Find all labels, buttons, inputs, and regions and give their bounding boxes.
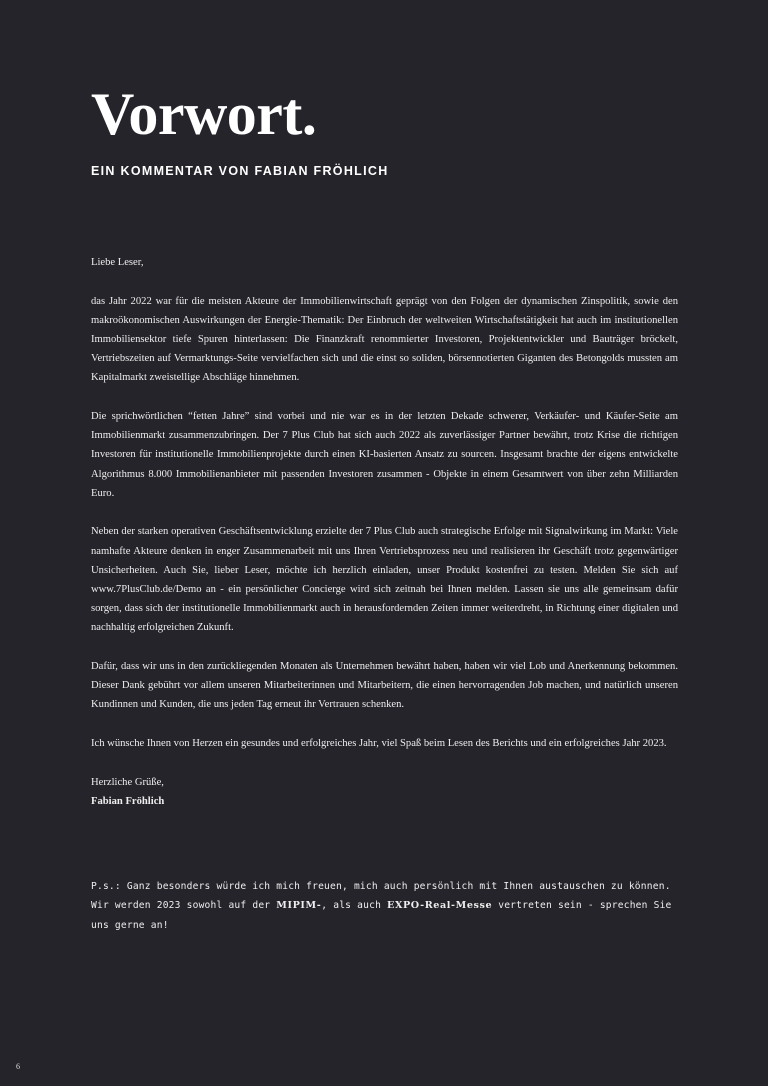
page-title: Vorwort. [91, 81, 317, 147]
letter-greeting: Liebe Leser, [91, 257, 144, 268]
postscript-event-expo-real: EXPO-Real-Messe [387, 900, 493, 912]
postscript-text: P.s.: Ganz besonders würde ich mich freuen, mich auch persönlich mit Ihnen austauschen zu können. Wir werden 2023 sowohl auf der [91, 881, 671, 912]
postscript-text: vertreten sein - sprechen Sie uns gerne an! [91, 900, 672, 931]
postscript [91, 877, 678, 935]
postscript-text: , als auch [321, 900, 388, 912]
page-number: 6 [16, 1062, 20, 1071]
letter-signature: Fabian Fröhlich [91, 795, 165, 807]
postscript-event-mipim: MIPIM- [276, 900, 322, 912]
letter-paragraph: Die sprichwörtlichen “fetten Jahre” sind vorbei und nie war es in der letzten Dekade schwerer, Verkäufer- und Käufer-Seite am Immobilienmarkt zusammenzubringen. Der 7 Plus Club hat sich auch 2022 als zuverlässiger Partner bewährt, trotz Krise die richtigen Investoren für institutionelle Immobilienprojekte durch einen KI-basierten Ansatz zu sourcen. Insgesamt brachte der eigens entwickelte Algorithmus 8.000 Immobilienanbieter mit passenden Investoren zusammen - Objekte in einem Gesamtwert von über zehn Milliarden Euro. [91, 411, 678, 499]
letter-body [91, 253, 678, 811]
letter-paragraph: das Jahr 2022 war für die meisten Akteure der Immobilienwirtschaft geprägt von den Folgen der dynamischen Zinspolitik, sowie den makroökonomischen Auswirkungen der Energie-Thematik: Der Einbruch der weltweiten Wirtschaftstätigkeit hat auch im institutionellen Immobiliensektor tiefe Spuren hinterlassen: Die Finanzkraft renommierter Investoren, Projektentwickler und Bauträger bröckelt, Vertriebszeiten auf Vermarktungs-Seite vervielfachen sich und die einst so soliden, börsennotierten Giganten des Betongolds mussten am Kapitalmarkt zweistellige Abschläge hinnehmen. [91, 295, 678, 384]
page-subtitle: EIN KOMMENTAR VON FABIAN FRÖHLICH [91, 164, 389, 178]
letter-paragraph: Neben der starken operativen Geschäftsentwicklung erzielte der 7 Plus Club auch strategische Erfolge mit Signalwirkung im Markt: Viele namhafte Akteure denken in enger Zusammenarbeit mit uns Ihren Vertriebsprozess neu und realisieren ihr Geschäft trotz gegenwärtiger Unsicherheiten. Auch Sie, lieber Leser, möchte ich herzlich einladen, unser Produkt kostenfrei zu testen. Melden Sie sich auf www.7PlusClub.de/Demo an - ein persönlicher Concierge wird sich zeitnah bei Ihnen melden. Lassen sie uns alle gemeinsam dafür sorgen, dass sich der institutionelle Immobilienmarkt auch in herausfordernden Zeiten immer weiterdreht, in Richtung einer digitalen und nachhaltig erfolgreichen Zukunft. [91, 526, 678, 634]
letter-signoff [91, 773, 678, 811]
letter-closing: Herzliche Grüße, [91, 776, 164, 788]
letter-paragraph: Ich wünsche Ihnen von Herzen ein gesundes und erfolgreiches Jahr, viel Spaß beim Lesen des Berichts und ein erfolgreiches Jahr 2023. [91, 738, 667, 750]
letter-paragraph: Dafür, dass wir uns in den zurückliegenden Monaten als Unternehmen bewährt haben, haben wir viel Lob und Anerkennung bekommen. Dieser Dank gebührt vor allem unseren Mitarbeiterinnen und Mitarbeitern, die einen hervorragenden Job machen, und natürlich unseren Kundinnen und Kunden, die uns jeden Tag erneut ihr Vertrauen schenken. [91, 661, 678, 711]
